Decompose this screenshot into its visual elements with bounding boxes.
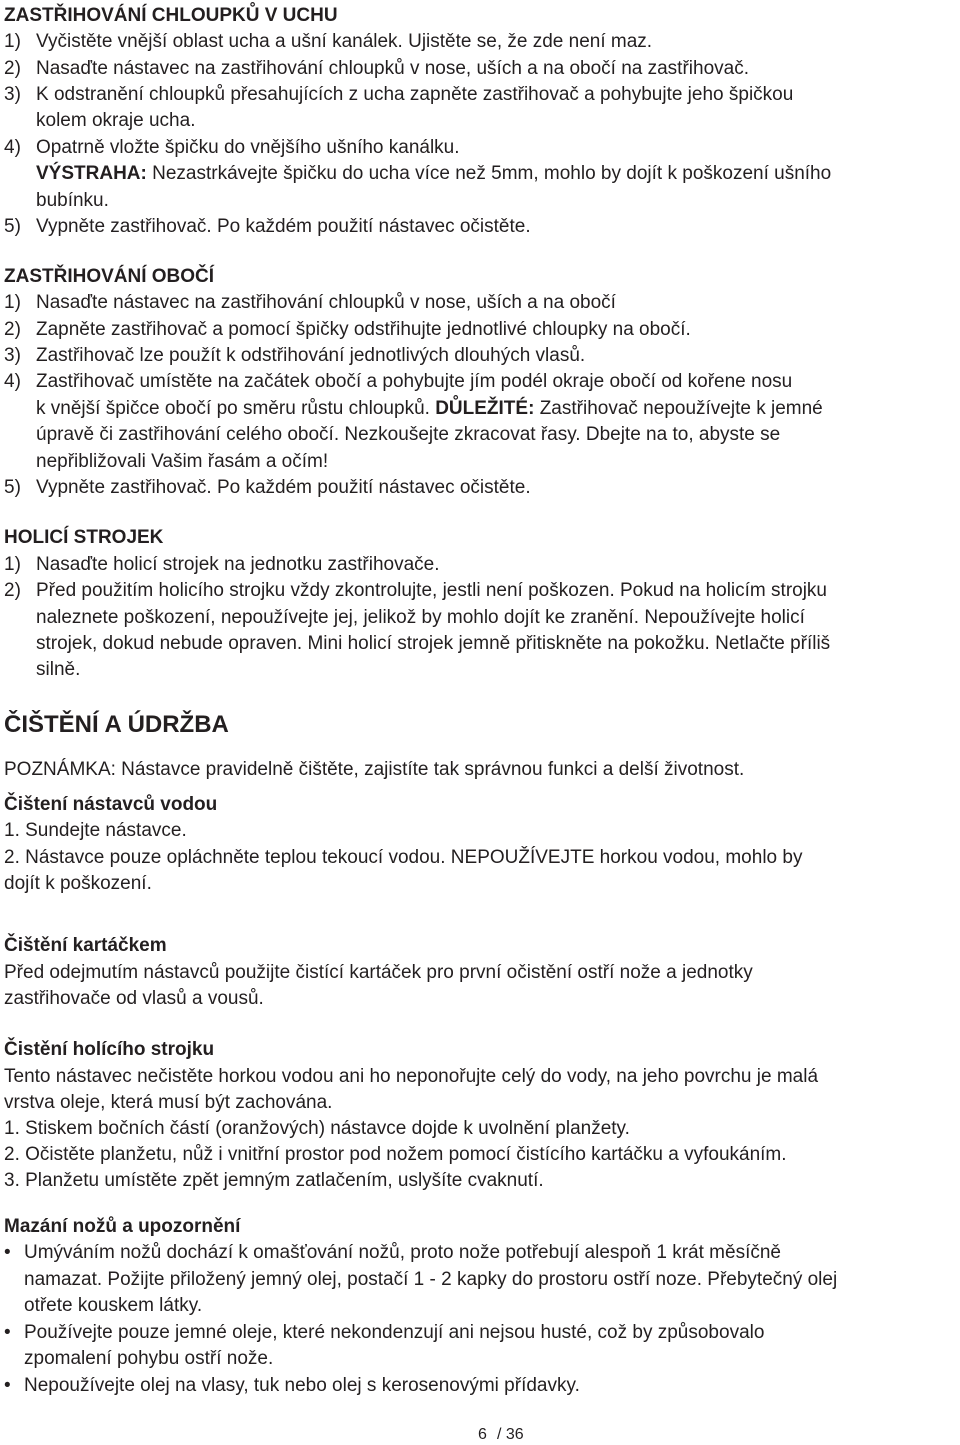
list-item-continuation: silně. [36, 659, 81, 680]
list-item: 1. Stiskem bočních částí (oranžových) nástavce dojde k uvolnění planžety. [4, 1118, 630, 1139]
list-item-continuation: strojek, dokud nebude opraven. Mini holicí strojek jemně přitiskněte na pokožku. Netlačte příliš [36, 633, 831, 654]
paragraph-line: Tento nástavec nečistěte horkou vodou ani ho neponořujte celý do vody, na jeho povrchu je malá [4, 1066, 819, 1087]
warning-text: VÝSTRAHA: Nezastrkávejte špičku do ucha více než 5mm, mohlo by dojít k poškození ušního [36, 163, 832, 184]
list-item: 1) Nasaďte nástavec na zastřihování chloupků v nose, uších a na obočí [4, 292, 616, 313]
list-item: 1) Nasaďte holicí strojek na jednotku zastřihovače. [4, 554, 440, 575]
important-label: DŮLEŽITÉ: [435, 398, 535, 419]
bullet-icon: • [4, 1242, 11, 1263]
paragraph-line: zastřihovače od vlasů a vousů. [4, 988, 264, 1009]
list-item: 2. Nástavce pouze opláchněte teplou tekoucí vodou. NEPOUŽÍVEJTE horkou vodou, mohlo by [4, 847, 803, 868]
list-item: 2. Očistěte planžetu, nůž i vnitřní prostor pod nožem pomocí čistícího kartáčku a vyfoukáním. [4, 1144, 787, 1165]
list-item-continuation: úpravě či zastřihování celého obočí. Nezkoušejte zkracovat řasy. Dbejte na to, abyste se [36, 424, 781, 445]
list-item-continuation: nepřibližovali Vašim řasám a očím! [36, 451, 329, 472]
section-heading-ear-trimming: ZASTŘIHOVÁNÍ CHLOUPKŮ V UCHU [4, 5, 338, 26]
bullet-continuation: otřete kouskem látky. [24, 1295, 203, 1316]
bullet-item: • Používejte pouze jemné oleje, které nekondenzují ani nejsou husté, což by způsobovalo [4, 1320, 764, 1346]
bullet-continuation: namazat. Požijte přiložený jemný olej, postačí 1 - 2 kapky do prostoru ostří noze. Přebytečný olej [24, 1269, 838, 1290]
warning-label: VÝSTRAHA: [36, 163, 147, 184]
list-item: 5) Vypněte zastřihovač. Po každém použití nástavec očistěte. [4, 216, 531, 237]
list-item: 1) Vyčistěte vnější oblast ucha a ušní kanálek. Ujistěte se, že zde není maz. [4, 31, 653, 52]
list-item: 4) Zastřihovač umístěte na začátek obočí a pohybujte jím podél okraje obočí od kořene nosu [4, 371, 793, 392]
bullet-item: • Nepoužívejte olej na vlasy, tuk nebo olej s kerosenovými přídavky. [4, 1373, 580, 1399]
list-item: 2) Zapněte zastřihovač a pomocí špičky odstřihujte jednotlivé chloupky na obočí. [4, 319, 691, 340]
page-total: / 36 [497, 1426, 524, 1443]
page-number: 6 [478, 1426, 487, 1443]
section-heading-cleaning: ČIŠTĚNÍ A ÚDRŽBA [4, 711, 229, 738]
list-item: 1. Sundejte nástavce. [4, 820, 187, 841]
warning-continuation: bubínku. [36, 190, 109, 211]
bullet-icon: • [4, 1375, 11, 1396]
paragraph-line: Před odejmutím nástavců použijte čistící kartáček pro první očistění ostří nože a jednotky [4, 962, 753, 983]
paragraph-line: vrstva oleje, která musí být zachována. [4, 1092, 333, 1113]
note-text: POZNÁMKA: Nástavce pravidelně čištěte, zajistíte tak správnou funkci a delší životnost. [4, 759, 745, 780]
list-item: 3. Planžetu umístěte zpět jemným zatlačením, uslyšíte cvaknutí. [4, 1170, 544, 1191]
section-heading-eyebrow-trimming: ZASTŘIHOVÁNÍ OBOČÍ [4, 266, 215, 287]
subheading-water-cleaning: Čištení nástavců vodou [4, 794, 218, 815]
list-item: 4) Opatrně vložte špičku do vnějšího ušního kanálku. [4, 137, 460, 158]
subheading-shaver-cleaning: Čistění holícího strojku [4, 1039, 215, 1060]
list-item-continuation: dojít k poškození. [4, 873, 152, 894]
list-item: 5) Vypněte zastřihovač. Po každém použití nástavec očistěte. [4, 477, 531, 498]
list-item: 3) Zastřihovač lze použít k odstřihování jednotlivých dlouhých vlasů. [4, 345, 586, 366]
section-heading-shaver: HOLICÍ STROJEK [4, 527, 164, 548]
list-item: 2) Před použitím holicího strojku vždy zkontrolujte, jestli není poškozen. Pokud na holicím strojku [4, 580, 827, 601]
list-item-continuation: naleznete poškození, nepoužívejte jej, jelikož by mohlo dojít ke zranění. Nepoužívejte holicí [36, 607, 805, 628]
bullet-continuation: zpomalení pohybu ostří nože. [24, 1348, 274, 1369]
list-item: 2) Nasaďte nástavec na zastřihování chloupků v nose, uších a na obočí na zastřihovač. [4, 58, 749, 79]
list-item: 3) K odstranění chloupků přesahujících z ucha zapněte zastřihovač a pohybujte jeho špičkou [4, 84, 794, 105]
subheading-blade-oiling: Mazání nožů a upozornění [4, 1216, 241, 1237]
bullet-icon: • [4, 1322, 11, 1343]
subheading-brush-cleaning: Čištění kartáčkem [4, 935, 167, 956]
list-item-continuation: k vnější špičce obočí po směru růstu chloupků. DŮLEŽITÉ: Zastřihovač nepoužívejte k jemné [36, 398, 823, 419]
bullet-item: • Umýváním nožů dochází k omašťování nožů, proto nože potřebují alespoň 1 krát měsíčně [4, 1240, 781, 1266]
list-item-continuation: kolem okraje ucha. [36, 110, 196, 131]
